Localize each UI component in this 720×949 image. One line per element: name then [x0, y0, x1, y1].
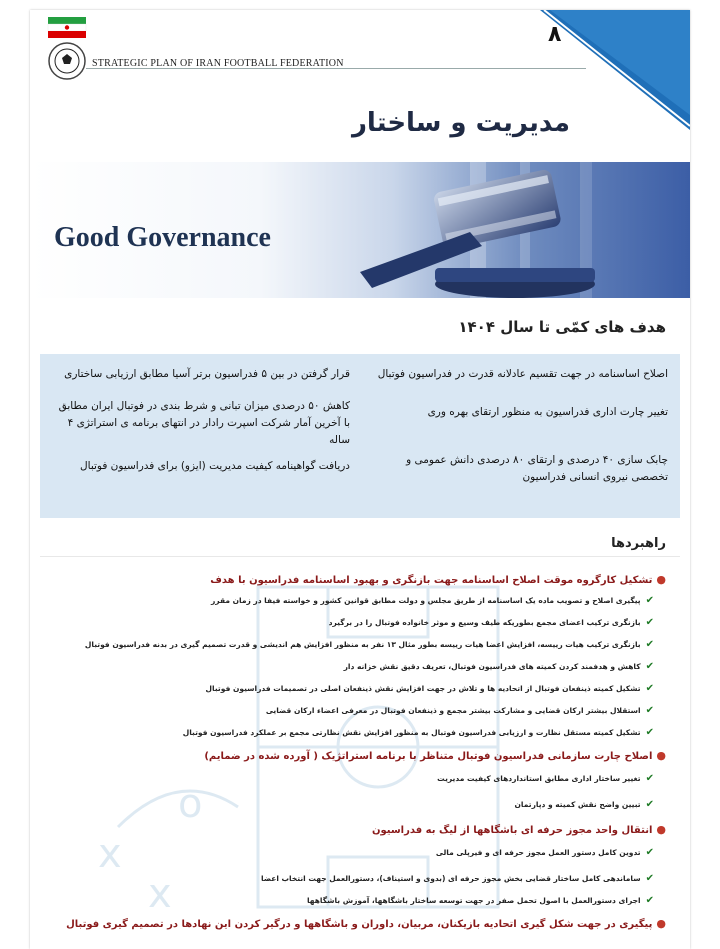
gavel-image — [320, 162, 690, 298]
goal-item: قرار گرفتن در بین ۵ فدراسیون برتر آسیا مطابق ارزیابی ساختاری — [64, 368, 350, 380]
goal-item: دریافت گواهینامه کیفیت مدیریت (ایزو) برای فدراسیون فوتبال — [79, 460, 350, 472]
strategies-title: راهبردها — [611, 536, 666, 551]
page-title: مدیریت و ساختار — [351, 108, 570, 138]
strategy-sub: ✔کاهش و هدفمند کردن کمیته های فدراسیون فوتبال، تعریف دقیق نقش خزانه دار — [343, 661, 654, 672]
banner-title: Good Governance — [54, 222, 271, 253]
check-icon: ✔ — [645, 683, 654, 694]
svg-text:x: x — [148, 871, 172, 917]
page-number: ۸ — [548, 22, 562, 47]
bullet-icon: ● — [656, 823, 666, 836]
strategy-sub: ✔اجرای دستورالعمل با اصول تحمل صفر در جهت توسعه ساختار باشگاهها، آموزش باشگاهها — [306, 895, 654, 906]
goal-item: کاهش ۵۰ درصدی میزان تبانی و شرط بندی در فوتبال ایران مطابق با آخرین آمار شرکت اسپرت رادار در انتهای برنامه ی استراتژی ۴ ساله — [58, 400, 350, 446]
strategy-main: ●انتقال واحد مجوز حرفه ای باشگاهها از لیگ به فدراسیون — [371, 823, 666, 836]
check-icon: ✔ — [645, 661, 654, 672]
quantitative-goals-box — [40, 354, 680, 518]
header-org-text: STRATEGIC PLAN OF IRAN FOOTBALL FEDERATION — [92, 58, 344, 69]
bullet-icon: ● — [656, 917, 666, 930]
document-page — [30, 10, 690, 949]
check-icon: ✔ — [645, 873, 654, 884]
check-icon: ✔ — [645, 595, 654, 606]
quantitative-goals-title: هدف های کمّی تا سال ۱۴۰۴ — [458, 318, 666, 336]
check-icon: ✔ — [645, 773, 654, 784]
strategy-sub: ✔تغییر ساختار اداری مطابق استانداردهای کیفیت مدیریت — [437, 773, 654, 784]
strategy-sub: ✔تشکیل کمیته مستقل نظارت و ارزیابی فدراسیون فوتبال به منظور افزایش نقش نظارتی مجمع بر عملکرد فدراسیون فوتبال — [182, 727, 654, 738]
bullet-icon: ● — [656, 749, 666, 762]
strategy-main: ●اصلاح چارت سازمانی فدراسیون فوتبال متناظر با برنامه استراتژیک ( آورده شده در ضمایم) — [204, 749, 666, 762]
strategy-sub: ✔بازنگری ترکیب اعضای مجمع بطوریکه طیف وسیع و موثر خانواده فوتبال را در برگیرد — [328, 617, 654, 628]
strategy-sub: ✔پیگیری اصلاح و تصویب ماده یک اساسنامه از طریق مجلس و دولت مطابق قوانین کشور و خواسته فیفا در زمان مقرر — [210, 595, 654, 606]
strategy-sub: ✔تبیین واضح نقش کمیته و دپارتمان — [514, 799, 654, 810]
check-icon: ✔ — [645, 847, 654, 858]
strategy-sub: ✔استقلال بیشتر ارکان قضایی و مشارکت بیشتر مجمع و ذینفعان فوتبال در معرفی اعضاء ارکان قضایی — [265, 705, 654, 716]
strategies-box — [40, 556, 680, 937]
bullet-icon: ● — [656, 573, 666, 586]
goal-item: اصلاح اساسنامه در جهت تقسیم عادلانه قدرت در فدراسیون فوتبال — [377, 368, 668, 380]
check-icon: ✔ — [645, 895, 654, 906]
strategy-sub: ✔بازنگری ترکیب هیات رییسه، افزایش اعضا هیات رییسه بطور مثال ۱۳ نفر به منظور افزایش هم اندیشی و قدرت تصمیم گیری در بدنه فدراسیون فوتبال — [84, 639, 654, 650]
check-icon: ✔ — [645, 639, 654, 650]
goal-item: تغییر چارت اداری فدراسیون به منظور ارتقای بهره وری — [427, 406, 668, 418]
check-icon: ✔ — [645, 617, 654, 628]
federation-logo — [44, 15, 90, 85]
strategy-sub: ✔تدوین کامل دستور العمل مجوز حرفه ای و فیرپلی مالی — [435, 847, 654, 858]
strategy-main: ●تشکیل کارگروه موقت اصلاح اساسنامه جهت بازنگری و بهبود اساسنامه فدراسیون با هدف — [210, 573, 666, 586]
svg-text:x: x — [98, 831, 122, 877]
check-icon: ✔ — [645, 799, 654, 810]
goal-item: چابک سازی ۴۰ درصدی و ارتقای ۸۰ درصدی دانش عمومی و تخصصی نیروی انسانی فدراسیون — [406, 454, 668, 483]
svg-text:o: o — [178, 781, 203, 827]
strategy-sub: ✔ساماندهی کامل ساختار قضایی بخش مجوز حرفه ای (بدوی و استیناف)، دستورالعمل جهت انتخاب اعضا — [261, 873, 654, 884]
check-icon: ✔ — [645, 705, 654, 716]
strategy-sub: ✔تشکیل کمیته ذینفعان فوتبال از اتحادیه ها و تلاش در جهت افزایش نقش ذینفعان اصلی در تصمیمات فدراسیون فوتبال — [205, 683, 654, 694]
governance-banner — [30, 162, 690, 298]
strategy-main: ●پیگیری در جهت شکل گیری اتحادیه بازیکنان، مربیان، داوران و باشگاهها و درگیر کردن این نهادها در تصمیم گیری فوتبال — [66, 917, 666, 930]
check-icon: ✔ — [645, 727, 654, 738]
